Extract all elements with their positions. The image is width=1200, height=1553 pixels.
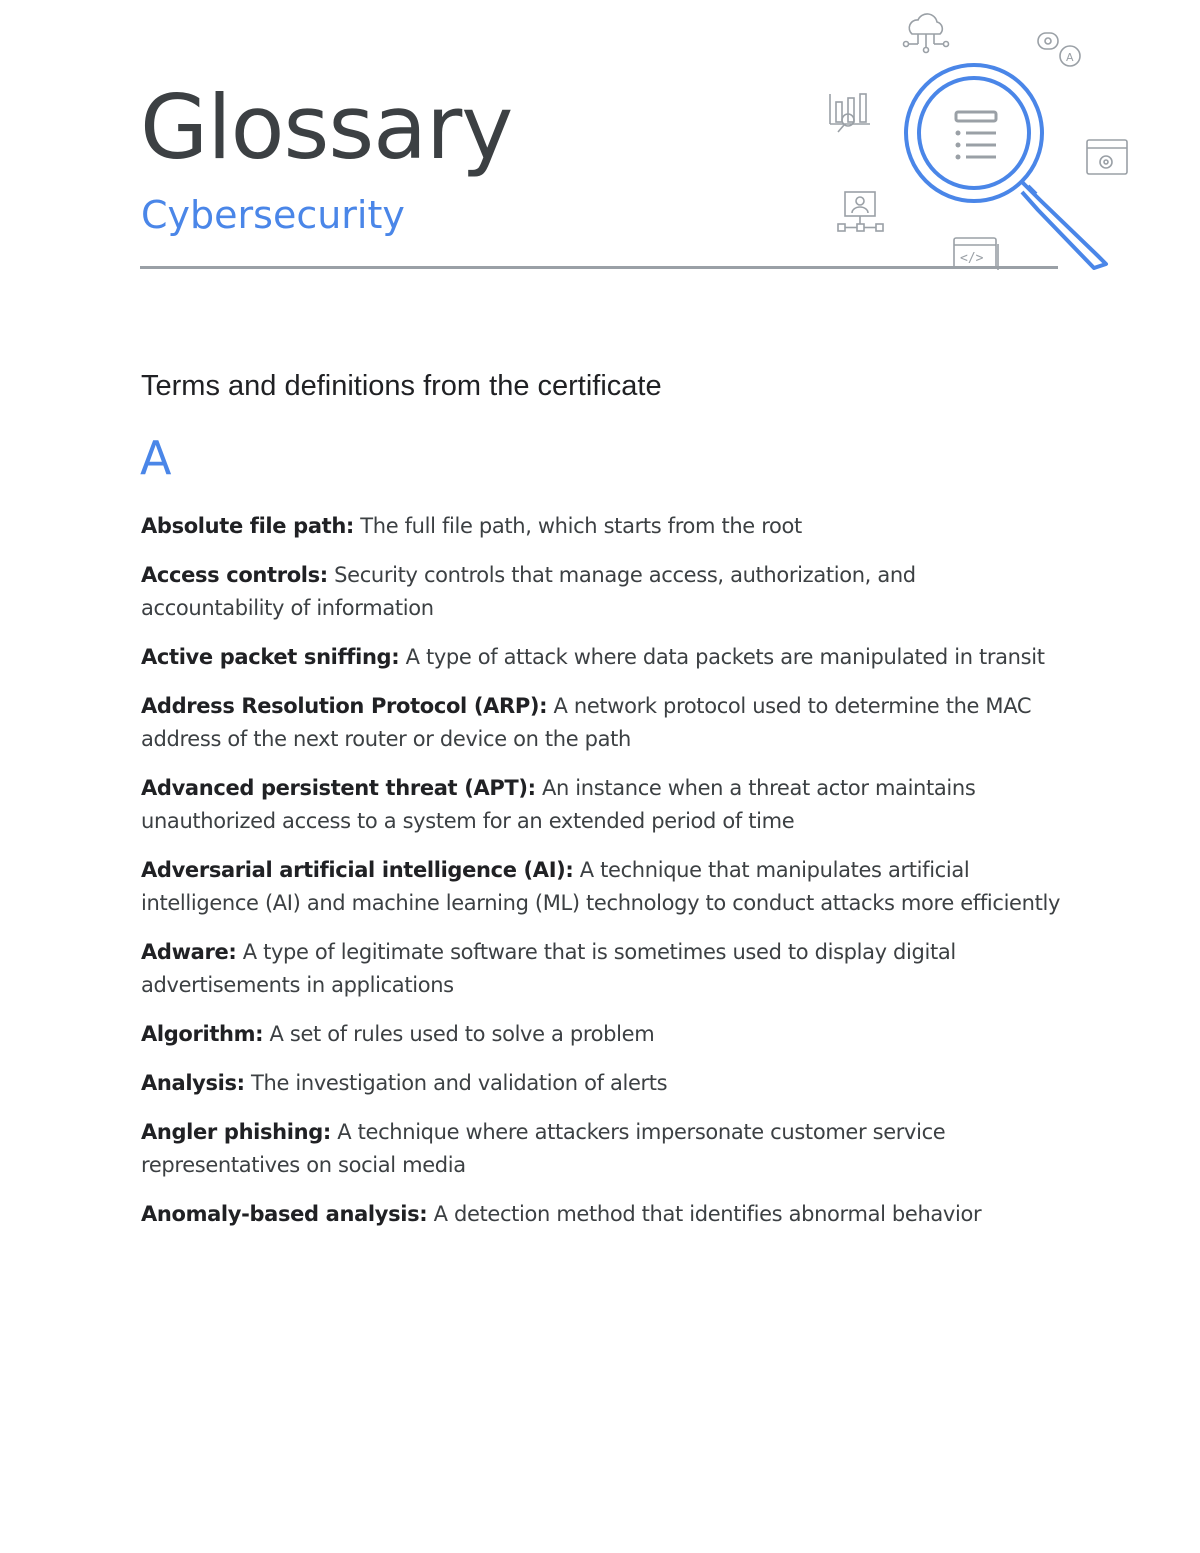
glossary-term: Adversarial artificial intelligence (AI): [141,858,574,882]
cloud-network-icon [904,14,949,53]
glossary-term: Access controls: [141,563,328,587]
section-heading: Terms and definitions from the certificate [141,370,662,402]
glossary-definition: A detection method that identifies abnormal behavior [427,1202,982,1226]
glossary-definition: The full file path, which starts from the root [353,514,802,538]
glossary-term: Anomaly-based analysis: [141,1202,428,1226]
glossary-definition: A technique that manipulates artificial intelligence (AI) and machine learning (ML) technology to conduct attacks more efficiently [141,858,1061,915]
glossary-entry [141,510,1061,543]
glossary-entry [141,772,1061,838]
glossary-entry [141,641,1061,674]
code-icon-label: </> [960,251,984,266]
page-title: Glossary [140,76,513,179]
glossary-entry [141,1198,1061,1231]
user-hierarchy-icon [838,192,883,231]
glossary-entry [141,854,1061,920]
glossary-definition: The investigation and validation of alerts [244,1071,668,1095]
glossary-definition: A network protocol used to determine the MAC address of the next router or device on the path [141,694,1032,751]
section-letter: A [140,431,172,485]
glossary-term: Algorithm: [141,1022,264,1046]
glossary-list [141,510,1061,1247]
glossary-definition: A type of attack where data packets are manipulated in transit [399,645,1045,669]
glossary-definition: A technique where attackers impersonate customer service representatives on social media [141,1120,946,1177]
header-illustration [800,0,1160,290]
glossary-term: Absolute file path: [141,514,354,538]
glossary-term: Advanced persistent threat (APT): [141,776,536,800]
glossary-entry [141,1018,1061,1051]
glossary-term: Analysis: [141,1071,245,1095]
glossary-entry [141,690,1061,756]
glossary-entry [141,559,1061,625]
chart-search-icon [830,94,870,132]
glossary-definition: A type of legitimate software that is sometimes used to display digital advertisements in applications [141,940,956,997]
chat-bubbles-icon [1038,33,1080,66]
glossary-definition: A set of rules used to solve a problem [263,1022,655,1046]
header-divider [140,266,1058,269]
svg-text:A: A [1066,51,1074,64]
glossary-term: Angler phishing: [141,1120,331,1144]
magnifier-list-icon [906,65,1106,268]
glossary-definition: An instance when a threat actor maintains unauthorized access to a system for an extended period of time [141,776,976,833]
page-subtitle: Cybersecurity [141,193,405,237]
glossary-definition: Security controls that manage access, authorization, and accountability of information [141,563,916,620]
glossary-entry [141,1067,1061,1100]
glossary-entry [141,1116,1061,1182]
glossary-term: Active packet sniffing: [141,645,400,669]
glossary-term: Address Resolution Protocol (ARP): [141,694,548,718]
glossary-term: Adware: [141,940,237,964]
glossary-entry [141,936,1061,1002]
settings-window-icon [1087,140,1127,174]
